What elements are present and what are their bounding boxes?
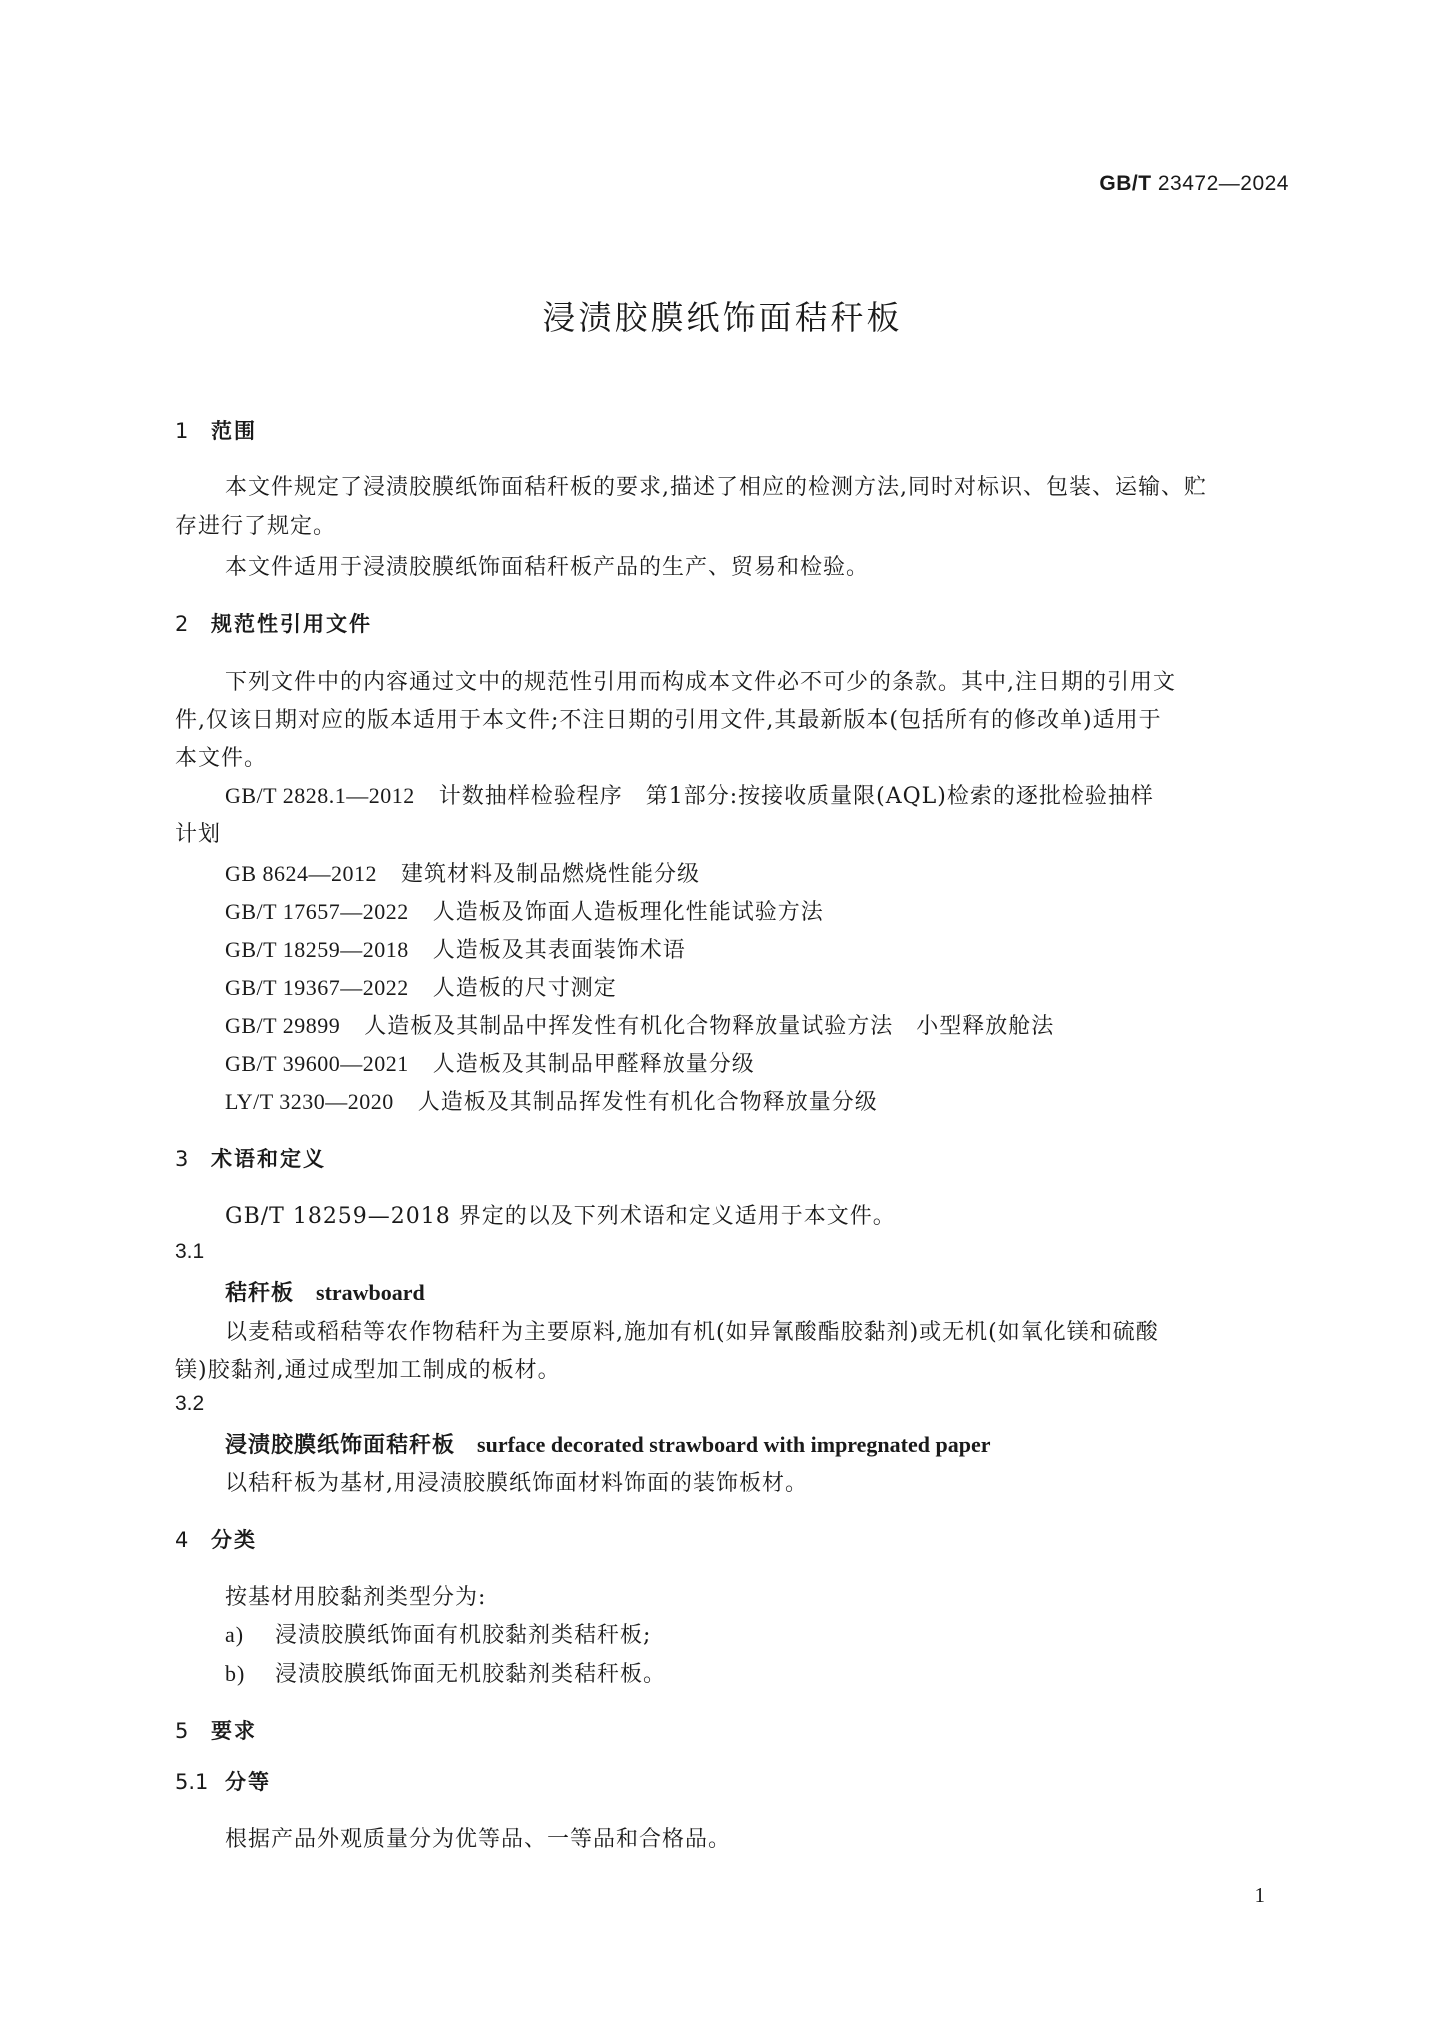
subsection-number: 5.1 [175,1770,209,1794]
reference-title: 人造板及其制品挥发性有机化合物释放量分级 [417,1090,878,1115]
reference-title: 人造板及饰面人造板理化性能试验方法 [432,900,824,925]
reference-item [225,895,824,926]
section-4-heading [175,1524,257,1554]
section-title: 术语和定义 [211,1147,326,1171]
term-en: strawboard [316,1280,425,1305]
reference-item [225,779,1154,810]
list-item [225,1618,651,1649]
reference-item-continuation: 计划 [175,822,222,847]
term-definition: 以秸秆板为基材,用浸渍胶膜纸饰面材料饰面的装饰板材。 [225,1471,808,1496]
reference-code: GB/T 17657—2022 [225,899,409,924]
reference-item [225,971,617,1002]
reference-code: GB/T 39600—2021 [225,1051,409,1076]
term-cn: 浸渍胶膜纸饰面秸秆板 [225,1432,456,1458]
reference-item [225,1009,1054,1040]
reference-title: 人造板的尺寸测定 [432,976,617,1001]
standard-code: 23472—2024 [1157,172,1289,195]
list-text: 浸渍胶膜纸饰面有机胶黏剂类秸秆板; [275,1623,652,1648]
reference-code: GB 8624—2012 [225,861,378,886]
reference-title: 人造板及其制品中挥发性有机化合物释放量试验方法 小型释放舱法 [364,1014,1055,1039]
term-number: 3.2 [175,1392,205,1415]
paragraph-line: 存进行了规定。 [175,514,337,539]
list-text: 浸渍胶膜纸饰面无机胶黏剂类秸秆板。 [275,1662,667,1687]
section-number: 4 [175,1528,189,1552]
subsection-title: 分等 [225,1770,271,1794]
paragraph-line: 本文件。 [175,746,268,771]
reference-title: 计数抽样检验程序 第1部分:按接收质量限(AQL)检索的逐批检验抽样 [438,784,1154,809]
reference-title: 人造板及其表面装饰术语 [432,938,686,963]
reference-code: GB/T 18259—2018 [225,937,409,962]
section-1-heading [175,415,257,445]
reference-code: GB/T 29899 [225,1013,341,1038]
paragraph: GB/T 18259—2018 界定的以及下列术语和定义适用于本文件。 [225,1204,896,1229]
list-item [225,1657,666,1688]
reference-code: LY/T 3230—2020 [225,1089,394,1114]
term-definition-line: 镁)胶黏剂,通过成型加工制成的板材。 [175,1358,561,1383]
section-3-heading [175,1143,326,1173]
reference-code: GB/T 19367—2022 [225,975,409,1000]
reference-title: 人造板及其制品甲醛释放量分级 [432,1052,755,1077]
section-number: 5 [175,1719,189,1743]
paragraph-line: 下列文件中的内容通过文中的规范性引用而构成本文件必不可少的条款。其中,注日期的引用文 [225,670,1176,695]
term-number: 3.1 [175,1240,205,1263]
term-heading [225,1276,425,1307]
list-label: b) [225,1661,246,1686]
section-title: 要求 [211,1719,257,1743]
paragraph: 根据产品外观质量分为优等品、一等品和合格品。 [225,1827,732,1852]
section-5-heading [175,1715,257,1745]
paragraph: 本文件适用于浸渍胶膜纸饰面秸秆板产品的生产、贸易和检验。 [225,555,870,580]
term-en: surface decorated strawboard with impregnated paper [477,1432,991,1457]
section-number: 1 [175,419,189,443]
term-cn: 秸秆板 [225,1280,295,1306]
reference-item [225,1085,878,1116]
document-title: 浸渍胶膜纸饰面秸秆板 [542,298,903,337]
reference-item [225,933,686,964]
section-title: 范围 [211,419,257,443]
subsection-5-1-heading [175,1766,271,1796]
reference-title: 建筑材料及制品燃烧性能分级 [401,862,701,887]
term-heading [225,1428,991,1459]
page-number: 1 [1254,1883,1265,1907]
paragraph: 按基材用胶黏剂类型分为: [225,1585,487,1610]
reference-code: GB/T 2828.1—2012 [225,783,415,808]
section-title: 规范性引用文件 [211,612,372,636]
section-number: 2 [175,612,189,636]
section-number: 3 [175,1147,189,1171]
reference-item [225,857,700,888]
list-label: a) [225,1622,245,1647]
paragraph-line: 件,仅该日期对应的版本适用于本文件;不注日期的引用文件,其最新版本(包括所有的修改单)适用于 [175,708,1162,733]
reference-item [225,1047,755,1078]
standard-prefix: GB/T [1099,172,1152,195]
paragraph-line: 本文件规定了浸渍胶膜纸饰面秸秆板的要求,描述了相应的检测方法,同时对标识、包装、运输、贮 [225,475,1207,500]
section-title: 分类 [211,1528,257,1552]
section-2-heading [175,608,372,638]
standard-number [1099,172,1289,196]
term-definition-line: 以麦秸或稻秸等农作物秸秆为主要原料,施加有机(如异氰酸酯胶黏剂)或无机(如氧化镁和硫酸 [225,1320,1159,1345]
